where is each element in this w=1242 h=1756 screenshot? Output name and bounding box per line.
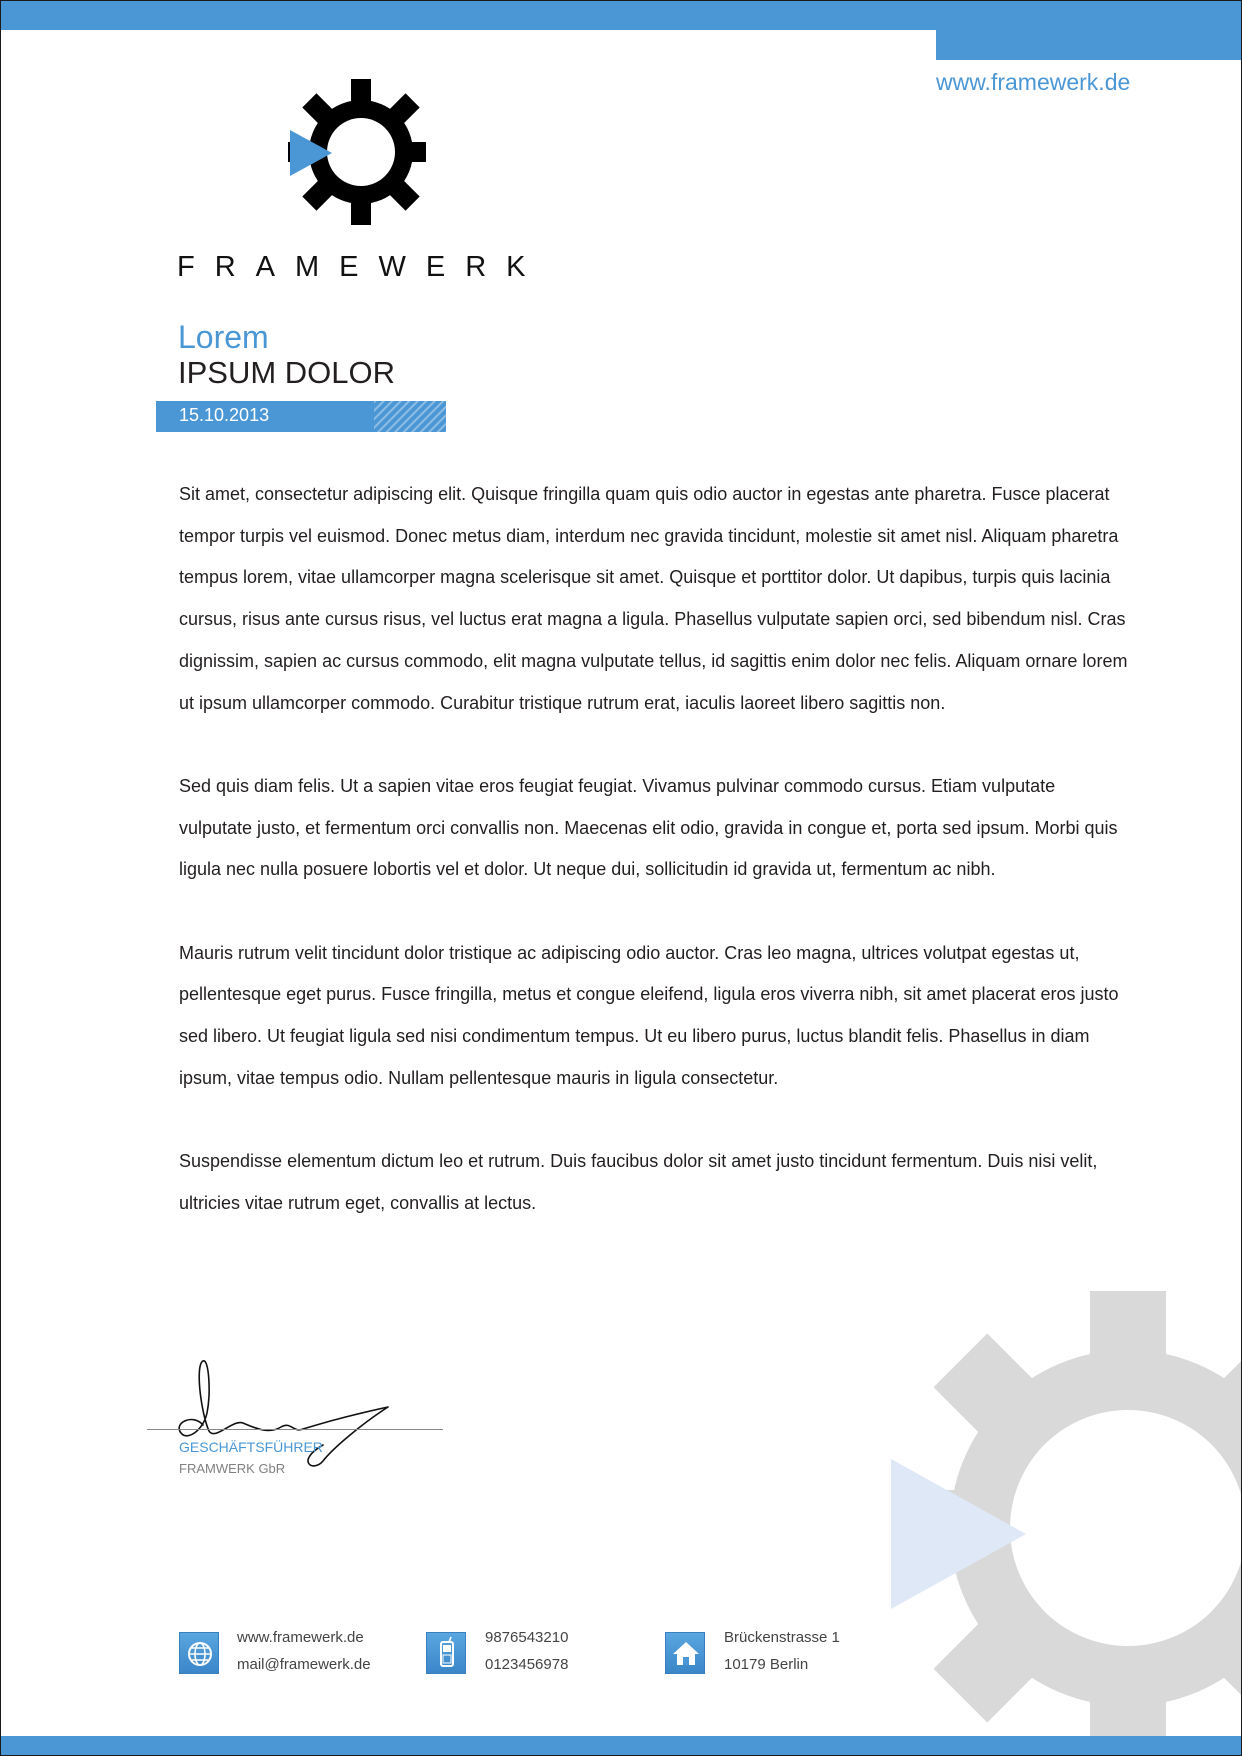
- footer-phone-2: 0123456978: [485, 1656, 569, 1673]
- letter-body: [179, 474, 1129, 1266]
- date-bar: [156, 401, 446, 432]
- signature-company: FRAMWERK GbR: [179, 1461, 286, 1476]
- body-paragraph: Mauris rutrum velit tincidunt dolor tristique ac adipiscing odio auctor. Cras leo magna, ultrices volutpat egestas ut, pellentesque eget purus. Fusce fringilla, metus et congue eleifend, ligula eros viverra nibh, sit amet placerat eros justo sed libero. Ut feugiat ligula sed nisi condimentum tempus. Ut eu libero purus, luctus blandit felis. Phasellus in diam ipsum, vitae tempus odio. Nullam pellentesque mauris in ligula consectetur.: [179, 942, 1119, 1088]
- globe-icon: [179, 1632, 219, 1674]
- top-color-tab: [936, 30, 1242, 60]
- signature-role: GESCHÄFTSFÜHRER: [179, 1439, 323, 1455]
- header-website-link[interactable]: www.framewerk.de: [936, 69, 1131, 95]
- date-bar-stripes: [374, 401, 446, 432]
- top-color-band: [1, 1, 1242, 30]
- bottom-color-band: [1, 1736, 1242, 1755]
- brand-wordmark: FRAMEWERK: [177, 251, 546, 283]
- body-paragraph: Suspendisse elementum dictum leo et rutrum. Duis faucibus dolor sit amet justo tincidunt fermentum. Duis nisi velit, ultricies vitae rutrum eget, convallis at lectus.: [179, 1151, 1098, 1213]
- footer-phone-1: 9876543210: [485, 1629, 569, 1646]
- signature-line: [147, 1429, 443, 1430]
- body-paragraph: Sed quis diam felis. Ut a sapien vitae eros feugiat feugiat. Vivamus pulvinar commodo cursus. Etiam vulputate vulputate justo, et fermentum orci convallis non. Maecenas elit odio, gravida in congue et, porta sed ipsum. Morbi quis ligula nec nulla posuere lobortis vel et dolor. Ut neque dui, sollicitudin id gravida ut, fermentum ac nibh.: [179, 775, 1118, 880]
- letter-date: 15.10.2013: [179, 405, 270, 425]
- footer-address-city: 10179 Berlin: [724, 1656, 809, 1673]
- framewerk-logo-gear-icon: [286, 79, 426, 229]
- mobile-phone-icon: [426, 1632, 466, 1674]
- handwritten-signature: [173, 1353, 403, 1473]
- title-line-2: IPSUM DOLOR: [178, 355, 396, 390]
- footer-email-link[interactable]: mail@framewerk.de: [237, 1656, 371, 1673]
- title-line-1: Lorem: [178, 319, 269, 355]
- home-icon: [665, 1632, 705, 1674]
- footer-website-link[interactable]: www.framewerk.de: [237, 1629, 364, 1646]
- body-paragraph: Sit amet, consectetur adipiscing elit. Quisque fringilla quam quis odio auctor in egestas ante pharetra. Fusce placerat tempor turpis vel euismod. Donec metus diam, interdum nec gravida tincidunt, molestie sit amet nisl. Aliquam pharetra tempus lorem, vitae ullamcorper magna scelerisque sit amet. Quisque et porttitor dolor. Ut dapibus, turpis quis lacinia cursus, risus ante cursus risus, vel luctus erat magna a ligula. Phasellus vulputate sapien orci, sed bibendum nisl. Cras dignissim, sapien ac cursus commodo, elit magna vulputate tellus, id sagittis enim dolor nec felis. Aliquam ornare lorem ut ipsum ullamcorper commodo. Curabitur tristique rutrum erat, iaculis laoreet libero sagittis non.: [179, 484, 1128, 713]
- footer-address-street: Brückenstrasse 1: [724, 1629, 840, 1646]
- watermark-gear-icon: [891, 1291, 1242, 1756]
